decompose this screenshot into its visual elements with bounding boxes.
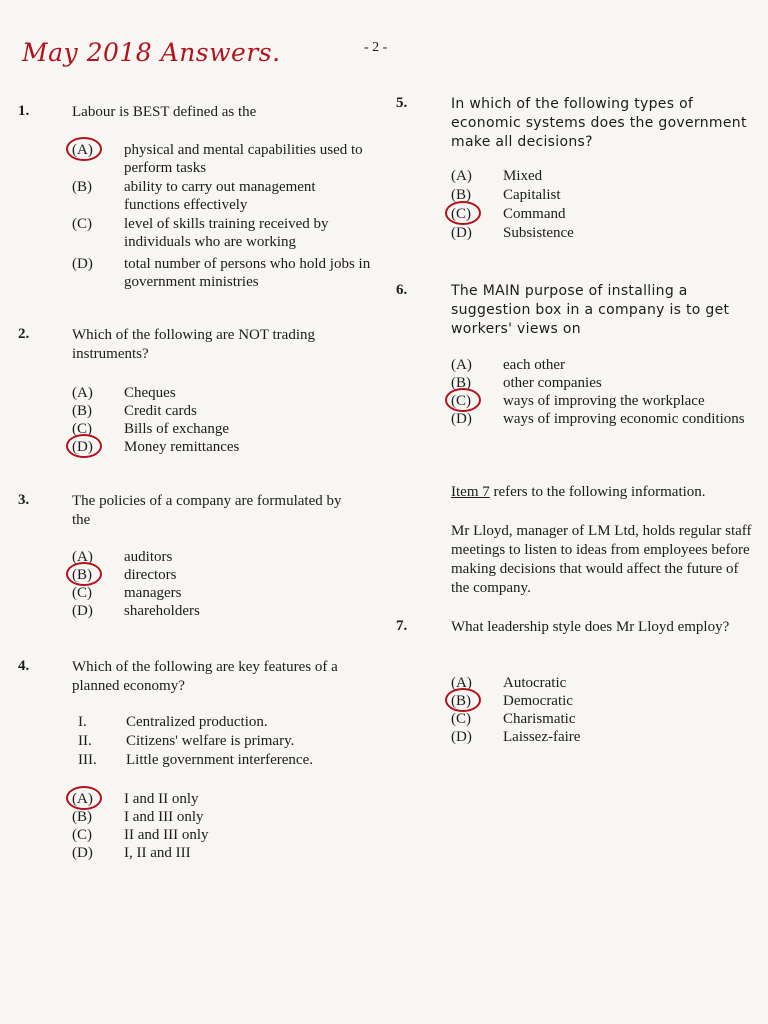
exam-page: May 2018 Answers. - 2 - 1. Labour is BEST defined as the (A) physical and mental capabilities used to perform tasks (B) ability to carry out management functions effectively (C) level of skills training received by individuals who are working (D) total number of persons who hold jobs in government ministries 2. Which of the following are NOT trading instruments? (A) Cheques (B) Credit cards (C) Bills of exchange (D) Money remittances 3. The policies of a company are formulated by the (A) auditors (B) directors (C) managers (D) shareholders 4. Which of the following are key features of a planned economy? I. Centralized production. II. Citizens' welfare is primary. III. Little government interference. (A) I and II only (B) I and III only (C) II and III only (D) I, II and III 5. In which of the following types of economic systems does the government make all decisions? (A) Mixed (B) Capitalist (C) Command (D) Subsistence 6. The MAIN purpose of installing a suggestion box in a company is to get workers' views on (A) each other (B) other companies (C) ways of improving the workplace (D) ways of improving economic conditions Item 7 refers to the following information. Mr Lloyd, manager of LM Ltd, holds regular staff meetings to listen to ideas from employees before making decisions that would affect the future of the company. 7. What leadership style does Mr Lloyd employ? (A) Autocratic (B) Democratic (C) Charismatic (D) Laissez-faire xyxy=(0,0,768,1024)
question-number: 2. xyxy=(18,326,30,342)
question-stem: What leadership style does Mr Lloyd employ? xyxy=(451,619,730,635)
question-stem: Labour is BEST defined as the xyxy=(72,104,257,120)
question-number: 3. xyxy=(18,492,30,508)
question-number: 7. xyxy=(396,618,408,634)
handwritten-title: May 2018 Answers. xyxy=(22,38,281,67)
question-stem: Which of the following are key features of a planned economy? xyxy=(72,659,338,694)
question-stem: Which of the following are NOT trading instruments? xyxy=(72,327,315,362)
question-stem: The policies of a company are formulated by the xyxy=(72,493,342,528)
question-number: 6. xyxy=(396,282,408,298)
question-number: 5. xyxy=(396,95,408,111)
question-stem: In which of the following types of economic systems does the government make all decisions? xyxy=(451,96,747,150)
page-number: - 2 - xyxy=(364,40,388,55)
question-stem: The MAIN purpose of installing a suggestion box in a company is to get workers' views on xyxy=(451,283,730,337)
question-number: 4. xyxy=(18,658,30,674)
item-reference: Item 7 refers to the following information. xyxy=(451,484,706,500)
item-info: Mr Lloyd, manager of LM Ltd, holds regular staff meetings to listen to ideas from employees before making decisions that would affect the future of the company. xyxy=(451,523,752,596)
question-number: 1. xyxy=(18,103,30,119)
